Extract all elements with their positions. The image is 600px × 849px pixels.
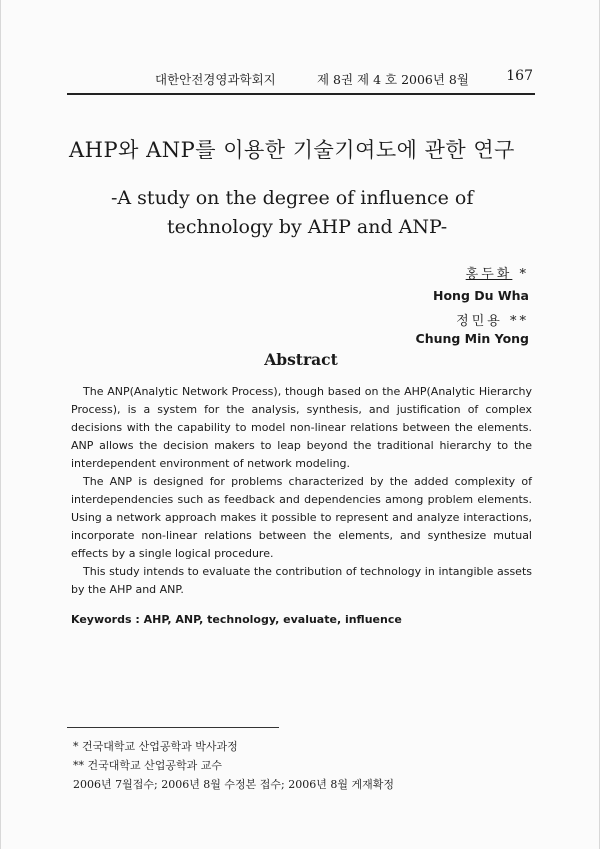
author-2-english: Chung Min Yong [415,331,529,346]
footnote-rule [67,727,279,728]
author-1-english: Hong Du Wha [433,288,529,303]
issue-info: 제 8권 제 4 호 2006년 8월 [317,72,469,87]
author-1-korean [466,263,529,282]
keywords-list: AHP, ANP, technology, evaluate, influence [143,613,402,626]
keywords-line [71,613,402,626]
keywords-separator: : [135,613,140,626]
author-2-korean-name: 정민용 [456,314,503,329]
journal-name: 대한안전경영과학회지 [155,72,276,87]
title-korean: AHP와 ANP를 이용한 기술기여도에 관한 연구 [69,138,515,162]
author-1-marker: * [519,267,529,282]
abstract-paragraph: The ANP is designed for problems characterized by the added complexity of interdependencies such as feedback and dependencies among problem elements. Using a network approach makes it possible to represent and analyze interactions, incorporate non-linear relations between the elements, and synthesize mutual effects by a single logical procedure. [71,475,532,560]
author-2-marker: ** [510,314,529,329]
page-number: 167 [506,68,533,84]
header-rule [67,93,535,95]
title-english-line1: -A study on the degree of influence of [111,187,474,209]
abstract-paragraph: This study intends to evaluate the contribution of technology in intangible assets by the AHP and ANP. [71,565,532,596]
abstract-body [71,383,532,599]
title-english-line2: technology by AHP and ANP- [167,216,448,238]
keywords-label: Keywords [71,613,132,626]
abstract-paragraph: The ANP(Analytic Network Process), though based on the AHP(Analytic Hierarchy Process), is a system for the analysis, synthesis, and justification of complex decisions with the capability to model non-linear relations between the elements. ANP allows the decision makers to leap beyond the traditional hierarchy to the interdependent environment of network modeling. [71,385,532,470]
footnotes [73,737,394,794]
author-2-korean [456,310,529,329]
footnote-affiliation-2: ** 건국대학교 산업공학과 교수 [73,759,223,772]
footnote-dates: 2006년 7월접수; 2006년 8월 수정본 접수; 2006년 8월 게재확정 [73,778,395,791]
footnote-affiliation-1: * 건국대학교 산업공학과 박사과정 [73,740,238,753]
author-1-korean-name: 홍두화 [465,267,513,282]
abstract-heading: Abstract [264,350,338,369]
running-header [67,66,533,88]
